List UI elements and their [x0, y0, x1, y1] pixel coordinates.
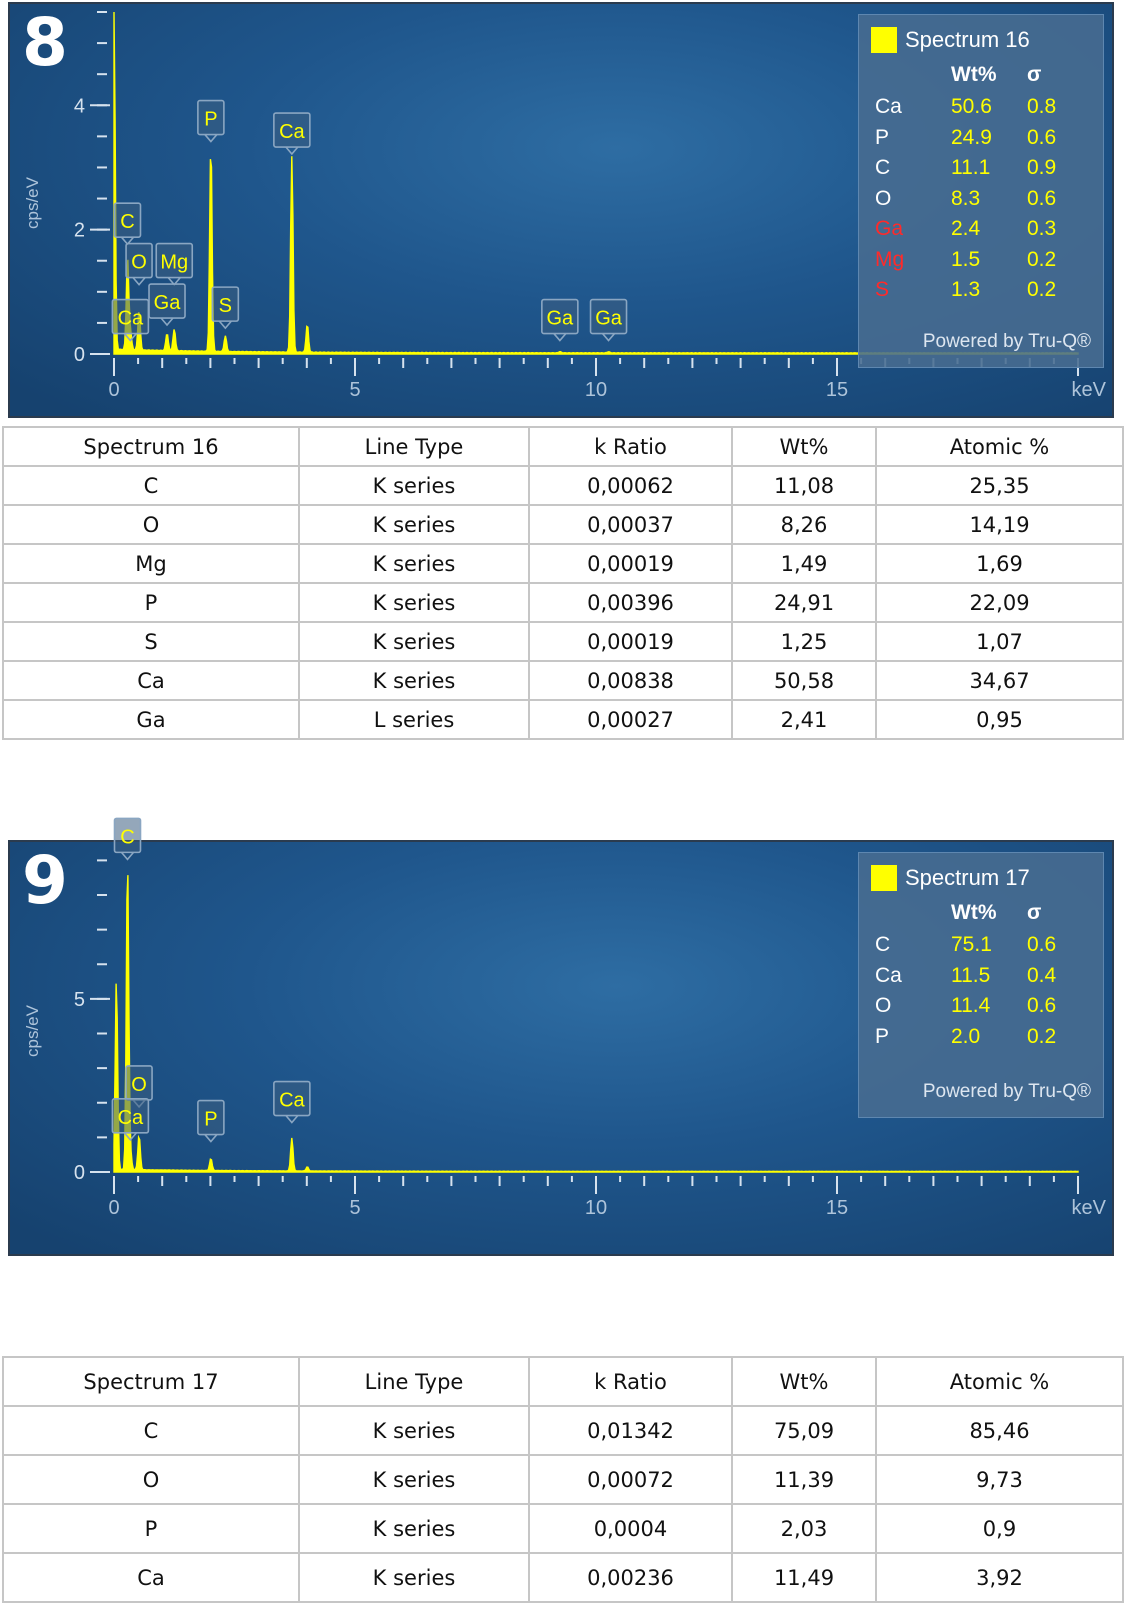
legend-wt: 1.5	[951, 247, 981, 271]
legend-element: P	[875, 1024, 890, 1048]
table-cell: 0,00838	[529, 661, 732, 700]
y-axis-label: cps/eV	[23, 1005, 42, 1057]
table-cell: 1,25	[732, 622, 876, 661]
peak-label-text: P	[204, 108, 218, 131]
table-row	[3, 1455, 1123, 1504]
legend-sigma: 0.8	[1027, 95, 1057, 118]
legend-element: C	[875, 156, 891, 179]
table-cell: K series	[299, 661, 529, 700]
legend-sigma: 0.3	[1027, 217, 1057, 240]
table-row	[3, 622, 1123, 661]
peak-label-pointer	[554, 334, 566, 341]
results-table-spectrum-17	[2, 1356, 1124, 1603]
table-cell: K series	[299, 583, 529, 622]
peak-label-text: Ca	[279, 1089, 305, 1112]
legend-element: Ga	[875, 217, 904, 240]
peak-label-pointer	[205, 1135, 217, 1142]
legend-sigma: 0.9	[1027, 156, 1057, 179]
peak-label	[198, 1101, 224, 1142]
peak-label	[591, 300, 627, 341]
legend-element: Ca	[875, 95, 902, 118]
column-header: Atomic %	[876, 1357, 1123, 1406]
table-cell: 75,09	[732, 1406, 876, 1455]
table-cell: O	[3, 505, 299, 544]
legend-header-wt: Wt%	[951, 901, 997, 924]
peak-label-pointer	[121, 852, 133, 859]
y-tick-label: 0	[73, 1162, 85, 1184]
peak-label-pointer	[286, 1116, 298, 1123]
peak-label	[274, 113, 310, 154]
table-cell: 0,00019	[529, 622, 732, 661]
peak-label-text: C	[120, 211, 135, 234]
x-tick-label: 10	[584, 1197, 608, 1219]
table-row	[3, 700, 1123, 739]
peak-label-text: Ca	[117, 1106, 144, 1129]
powered-by: Powered by Tru-Q®	[922, 1081, 1091, 1102]
x-tick-label: 5	[349, 1197, 361, 1219]
peak-label-text: C	[120, 826, 135, 849]
table-cell: 25,35	[876, 466, 1123, 505]
spectrum-legend	[858, 852, 1104, 1118]
table-header-row	[3, 1357, 1123, 1406]
table-cell: K series	[299, 505, 529, 544]
peak-label	[114, 818, 140, 859]
x-tick-label: 0	[108, 1197, 120, 1219]
peak-label-pointer	[603, 334, 615, 341]
table-cell: 0,0004	[529, 1504, 732, 1553]
column-header: Atomic %	[876, 427, 1123, 466]
results-table-spectrum-16	[2, 426, 1124, 740]
table-cell: C	[3, 1406, 299, 1455]
table-cell: 34,67	[876, 661, 1123, 700]
peak-label-pointer	[286, 147, 298, 154]
legend-sigma: 0.2	[1027, 247, 1057, 271]
peak-label-text: P	[204, 1108, 218, 1131]
legend-sigma: 0.6	[1027, 994, 1057, 1017]
table-cell: 11,08	[732, 466, 876, 505]
peak-label-pointer	[161, 318, 173, 325]
peak-label-text: O	[131, 251, 147, 274]
y-tick-label: 5	[73, 988, 85, 1011]
legend-wt: 8.3	[951, 186, 981, 210]
powered-by: Powered by Tru-Q®	[922, 331, 1091, 352]
table-cell: 0,00027	[529, 700, 732, 739]
legend-swatch	[871, 27, 897, 53]
peak-label	[156, 244, 192, 285]
peak-label-text: Mg	[160, 251, 189, 274]
legend-wt: 50.6	[951, 95, 992, 118]
column-header: k Ratio	[529, 427, 732, 466]
legend-sigma: 0.6	[1027, 186, 1057, 210]
table-cell: K series	[299, 466, 529, 505]
figure-number: 8	[22, 4, 68, 81]
table-cell: L series	[299, 700, 529, 739]
table-row	[3, 583, 1123, 622]
x-axis-label: keV	[1071, 379, 1106, 401]
table-cell: 0,01342	[529, 1406, 732, 1455]
table-cell: Ca	[3, 1553, 299, 1602]
legend-title: Spectrum 16	[905, 27, 1030, 52]
table-row	[3, 466, 1123, 505]
peak-label	[212, 287, 238, 328]
y-tick-label: 0	[73, 344, 85, 366]
table-cell: 24,91	[732, 583, 876, 622]
column-header: Spectrum 17	[3, 1357, 299, 1406]
legend-row	[859, 964, 1103, 994]
table-cell: 11,39	[732, 1455, 876, 1504]
peak-label	[198, 101, 224, 142]
table-cell: 50,58	[732, 661, 876, 700]
legend-element: Mg	[875, 247, 905, 271]
table-cell: 14,19	[876, 505, 1123, 544]
legend-row	[859, 278, 1103, 308]
legend-element: O	[875, 994, 892, 1017]
table-cell: O	[3, 1455, 299, 1504]
column-header: Spectrum 16	[3, 427, 299, 466]
peak-label	[126, 244, 152, 285]
legend-row	[859, 248, 1103, 278]
legend-row	[859, 95, 1103, 125]
column-header: Wt%	[732, 427, 876, 466]
table-cell: 0,00072	[529, 1455, 732, 1504]
peak-label-text: Ga	[595, 307, 622, 330]
table-cell: 85,46	[876, 1406, 1123, 1455]
legend-element: S	[875, 278, 890, 301]
table-cell: 11,49	[732, 1553, 876, 1602]
peak-label	[114, 203, 140, 244]
legend-row	[859, 156, 1103, 186]
table-row	[3, 505, 1123, 544]
table-cell: K series	[299, 1553, 529, 1602]
table-cell: K series	[299, 622, 529, 661]
table-header-row	[3, 427, 1123, 466]
peak-label-text: S	[218, 295, 233, 318]
table-cell: 2,03	[732, 1504, 876, 1553]
table-row	[3, 1504, 1123, 1553]
legend-element: C	[875, 933, 891, 956]
table-cell: K series	[299, 1406, 529, 1455]
table-cell: 0,00037	[529, 505, 732, 544]
legend-wt: 11.5	[951, 963, 991, 987]
x-tick-label: 15	[825, 1197, 849, 1219]
table-cell: 8,26	[732, 505, 876, 544]
y-tick-label: 2	[73, 219, 85, 242]
table-cell: Ca	[3, 661, 299, 700]
legend-sigma: 0.6	[1027, 933, 1057, 956]
table-cell: P	[3, 583, 299, 622]
table-row	[3, 544, 1123, 583]
table-row	[3, 1553, 1123, 1602]
legend-sigma: 0.2	[1027, 278, 1057, 301]
spectrum-legend	[858, 14, 1104, 368]
table-cell: Mg	[3, 544, 299, 583]
legend-sigma: 0.2	[1027, 1024, 1057, 1048]
y-tick-label: 4	[73, 95, 85, 118]
column-header: Wt%	[732, 1357, 876, 1406]
table-cell: 0,00236	[529, 1553, 732, 1602]
table-cell: 0,00396	[529, 583, 732, 622]
table-row	[3, 1406, 1123, 1455]
table-cell: 3,92	[876, 1553, 1123, 1602]
legend-row	[859, 994, 1103, 1024]
column-header: Line Type	[299, 1357, 529, 1406]
legend-header-wt: Wt%	[951, 63, 997, 86]
legend-header-sigma: σ	[1027, 901, 1042, 924]
peak-label-text: O	[131, 1073, 147, 1096]
table-row	[3, 661, 1123, 700]
table-cell: 0,9	[876, 1504, 1123, 1553]
x-tick-label: 10	[584, 379, 608, 401]
column-header: Line Type	[299, 427, 529, 466]
table-cell: S	[3, 622, 299, 661]
spectrum-panel-9	[8, 826, 1114, 1256]
legend-header-sigma: σ	[1027, 63, 1042, 86]
legend-sigma: 0.4	[1027, 963, 1057, 987]
peak-label-text: Ca	[117, 307, 144, 330]
table-cell: 0,95	[876, 700, 1123, 739]
column-header: k Ratio	[529, 1357, 732, 1406]
legend-swatch	[871, 865, 897, 891]
x-axis-label: keV	[1071, 1197, 1106, 1219]
legend-wt: 75.1	[951, 933, 992, 956]
table-cell: K series	[299, 544, 529, 583]
peak-label-text: Ga	[546, 307, 574, 330]
peak-label-text: Ga	[153, 292, 181, 315]
legend-sigma: 0.6	[1027, 125, 1057, 149]
table-cell: 1,69	[876, 544, 1123, 583]
table-cell: K series	[299, 1504, 529, 1553]
table-cell: 0,00062	[529, 466, 732, 505]
legend-element: P	[875, 125, 890, 149]
peak-label	[542, 300, 578, 341]
table-cell: 9,73	[876, 1455, 1123, 1504]
legend-row	[859, 1025, 1103, 1055]
table-cell: 1,07	[876, 622, 1123, 661]
table-cell: 0,00019	[529, 544, 732, 583]
table-cell: C	[3, 466, 299, 505]
legend-row	[859, 126, 1103, 156]
peak-label-text: Ca	[279, 121, 305, 144]
figure-number: 9	[22, 842, 68, 919]
peak-label-pointer	[219, 321, 231, 328]
table-cell: 2,41	[732, 700, 876, 739]
legend-wt: 11.1	[951, 156, 991, 179]
legend-wt: 2.0	[951, 1024, 981, 1048]
table-cell: 22,09	[876, 583, 1123, 622]
legend-title: Spectrum 17	[905, 865, 1030, 890]
legend-wt: 24.9	[951, 125, 992, 149]
table-cell: K series	[299, 1455, 529, 1504]
legend-row	[859, 217, 1103, 247]
x-tick-label: 15	[825, 379, 849, 401]
table-cell: P	[3, 1504, 299, 1553]
legend-wt: 11.4	[951, 994, 991, 1017]
legend-element: O	[875, 186, 892, 210]
peak-label-pointer	[205, 135, 217, 142]
x-tick-label: 0	[108, 379, 120, 401]
table-cell: Ga	[3, 700, 299, 739]
legend-wt: 1.3	[951, 278, 981, 301]
legend-element: Ca	[875, 963, 902, 987]
peak-label	[149, 284, 185, 325]
legend-row	[859, 187, 1103, 217]
y-axis-label: cps/eV	[23, 177, 42, 229]
peak-label-pointer	[133, 278, 145, 285]
peak-label	[274, 1082, 310, 1123]
x-tick-label: 5	[349, 379, 361, 401]
legend-wt: 2.4	[951, 217, 981, 240]
table-cell: 1,49	[732, 544, 876, 583]
spectrum-panel-8	[8, 2, 1114, 418]
legend-row	[859, 933, 1103, 963]
